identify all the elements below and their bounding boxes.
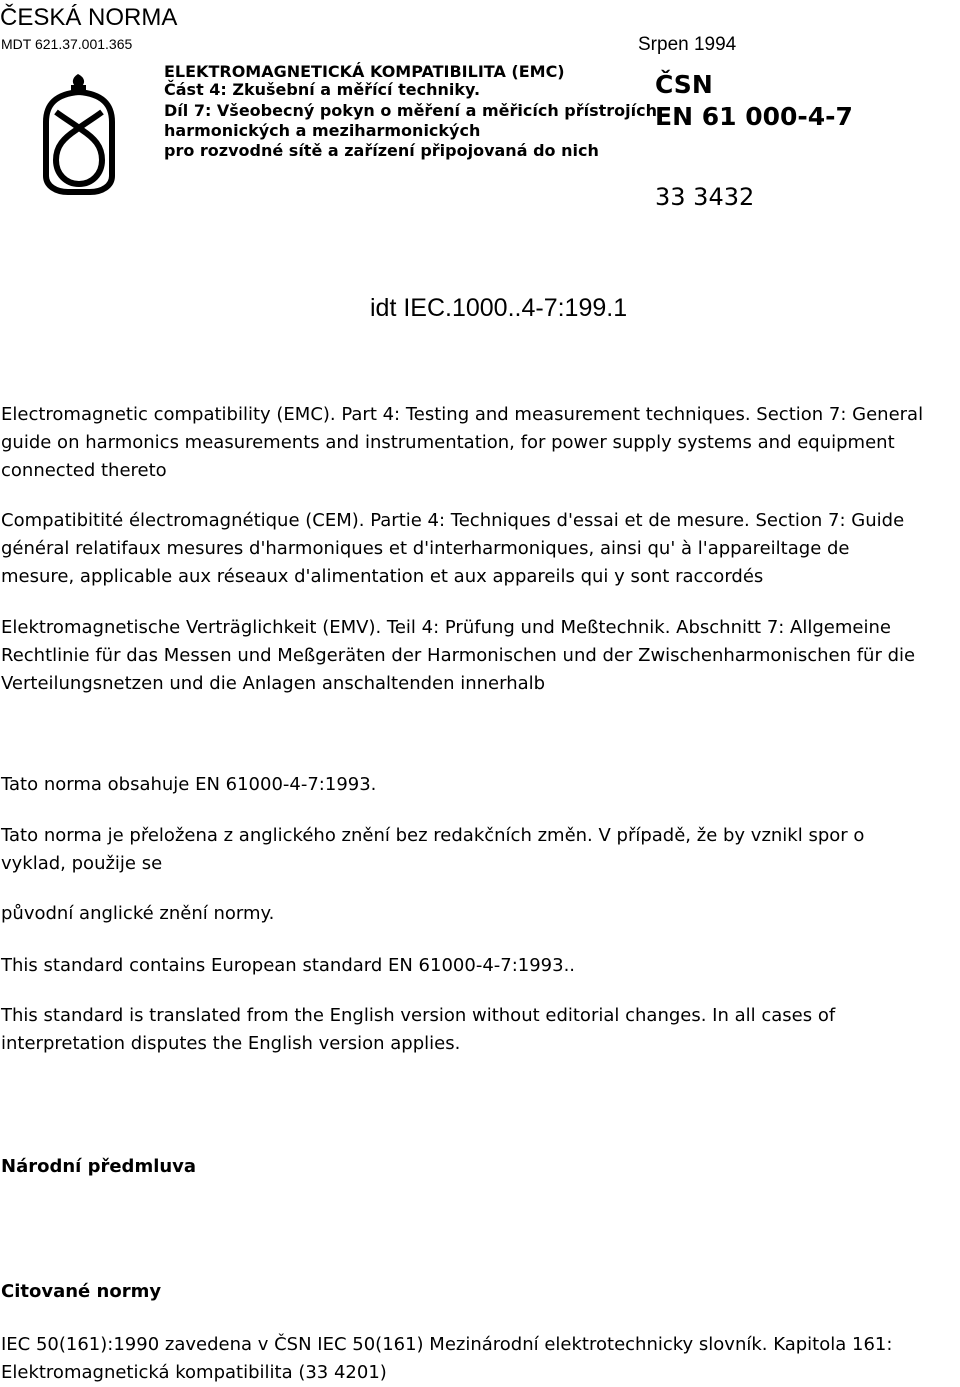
title-german-line: Rechtlinie für das Messen und Meßgeräten der Harmonischen und der Zwischenharmonischen für die bbox=[1, 645, 916, 666]
title-german-line: Elektromagnetische Verträglichkeit (EMV). Teil 4: Prüfung und Meßtechnik. Abschnitt 7: Allgemeine bbox=[1, 617, 891, 638]
classification-code: 33 3432 bbox=[655, 183, 755, 211]
note-translated-cz-line: vyklad, použije se bbox=[1, 853, 163, 874]
csn-label: ČSN bbox=[655, 70, 713, 99]
title-line-4: harmonických a meziharmonických bbox=[164, 121, 481, 140]
title-line-3: Díl 7: Všeobecný pokyn o měření a měřicích přístrojích bbox=[164, 101, 658, 120]
title-english-line: Electromagnetic compatibility (EMC). Part 4: Testing and measurement techniques. Section 7: General bbox=[1, 404, 924, 425]
issue-date: Srpen 1994 bbox=[638, 34, 737, 55]
title-french-line: Compatibitité électromagnétique (CEM). Partie 4: Techniques d'essai et de mesure. Section 7: Guide bbox=[1, 510, 905, 531]
doc-type: ČESKÁ NORMA bbox=[0, 4, 178, 31]
note-translated-cz-line: Tato norma je přeložena z anglického znění bez redakčních změn. V případě, že by vznikl spor o bbox=[1, 825, 865, 846]
note-original-cz: původní anglické znění normy. bbox=[1, 903, 275, 924]
title-french-line: mesure, applicable aux réseaux d'alimentation et aux appareils qui y sont raccordés bbox=[1, 566, 764, 587]
title-english-line: guide on harmonics measurements and instrumentation, for power supply systems and equipment bbox=[1, 432, 895, 453]
note-translated-cz bbox=[1, 822, 960, 878]
csn-number: EN 61 000-4-7 bbox=[655, 102, 853, 131]
cited-standards-line: Elektromagnetická kompatibilita (33 4201) bbox=[1, 1362, 387, 1383]
title-line-1: ELEKTROMAGNETICKÁ KOMPATIBILITA (EMC) bbox=[164, 62, 565, 81]
title-english bbox=[1, 401, 960, 485]
cited-standards-text bbox=[1, 1331, 960, 1387]
mdt-code: MDT 621.37.001.365 bbox=[1, 36, 133, 52]
note-contains-en: This standard contains European standard EN 61000-4-7:1993.. bbox=[1, 955, 576, 976]
title-french-line: général relatifaux mesures d'harmoniques et d'interharmoniques, ainsi qu' à l'appareiltage de bbox=[1, 538, 850, 559]
cited-standards-line: IEC 50(161):1990 zavedena v ČSN IEC 50(161) Mezinárodní elektrotechnicky slovník. Kapitola 161: bbox=[1, 1334, 893, 1355]
heading-national-foreword: Národní předmluva bbox=[1, 1156, 197, 1177]
title-line-2: Část 4: Zkušební a měřící techniky. bbox=[164, 80, 481, 99]
title-line-5: pro rozvodné sítě a zařízení připojovaná do nich bbox=[164, 141, 599, 160]
note-translated-en-line: interpretation disputes the English version applies. bbox=[1, 1033, 461, 1054]
title-french bbox=[1, 507, 960, 591]
title-english-line: connected thereto bbox=[1, 460, 167, 481]
heading-cited-standards: Citované normy bbox=[1, 1281, 162, 1302]
note-contains-cz: Tato norma obsahuje EN 61000-4-7:1993. bbox=[1, 774, 377, 795]
czech-standard-logo-icon bbox=[42, 72, 116, 196]
title-german-line: Verteilungsnetzen und die Anlagen anschaltenden innerhalb bbox=[1, 673, 546, 694]
idt-reference: idt IEC.1000..4-7:199.1 bbox=[370, 294, 628, 322]
note-translated-en-line: This standard is translated from the English version without editorial changes. In all cases of bbox=[1, 1005, 836, 1026]
title-german bbox=[1, 614, 960, 698]
note-translated-en bbox=[1, 1002, 960, 1058]
